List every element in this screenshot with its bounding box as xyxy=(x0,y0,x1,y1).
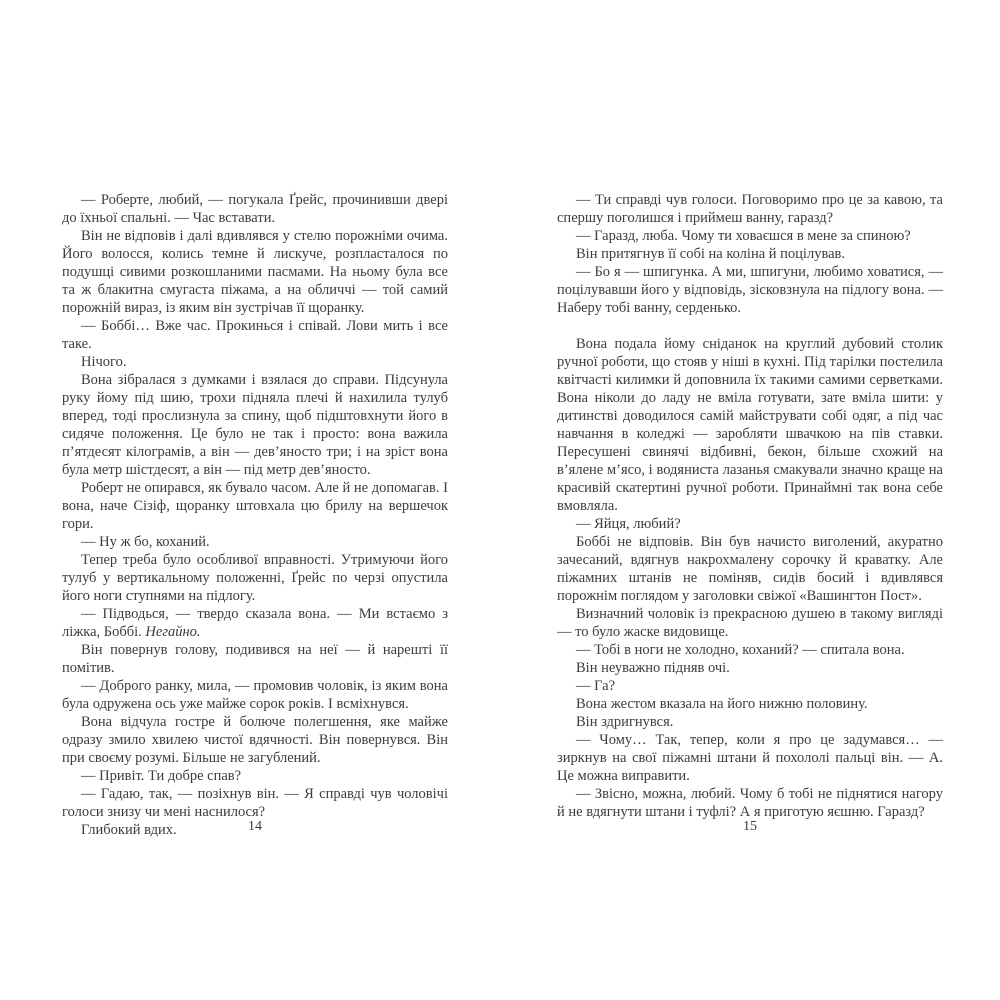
text-run: Він притягнув її собі на коліна й поцілував. xyxy=(576,246,846,262)
right-page-text xyxy=(557,191,943,821)
left-page-number: 14 xyxy=(248,819,262,834)
text-run: — Ну ж бо, коханий. xyxy=(81,534,210,550)
text-run: Вона зібралася з думками і взялася до справи. Підсунула руку йому під шию, трохи підняла плечі й нахилила тулуб вперед, тоді прослизнула за спину, щоб підштовхнути його в сидяче положення. Це було не так і просто: вона важила п’ятдесят кілограмів, а він — дев’яносто три; і на зріст вона була метр шістдесят, а він — під метр дев’яносто. xyxy=(62,372,448,478)
text-run: Роберт не опирався, як бувало часом. Але й не допомагав. І вона, наче Сізіф, щоранку штовхала цю брилу на вершечок гори. xyxy=(62,480,448,532)
text-run: — Підводься, — твердо сказала вона. — Ми встаємо з ліжка, Боббі. xyxy=(62,606,448,640)
paragraph xyxy=(62,533,448,551)
paragraph xyxy=(62,641,448,677)
text-run: Вона подала йому сніданок на круглий дубовий столик ручної роботи, що стояв у ніші в кухні. Під тарілки постелила квітчасті килимки й доповнила їх такими самими серветками. Вона ніколи до ладу не вміла готувати, зате вміла шити: у дитинстві доводилося самій майструвати собі одяг, а під час навчання в коледжі — заробляти швачкою на пів ставки. Пересушені свинячі відбивні, бекон, більше схожий на в’ялене м’ясо, і водяниста лазанья смакували значно краще на красивій скатертині ручної роботи. Принаймні так вона себе вмовляла. xyxy=(557,336,943,514)
paragraph xyxy=(557,335,943,515)
text-run: Негайно. xyxy=(145,624,201,640)
text-run: Він здригнувся. xyxy=(576,714,674,730)
text-run: — Роберте, любий, — погукала Ґрейс, прочинивши двері до їхньої спальні. — Час вставати. xyxy=(62,192,448,226)
right-page-number: 15 xyxy=(743,819,757,834)
paragraph xyxy=(557,695,943,713)
paragraph xyxy=(557,605,943,641)
left-page-text xyxy=(62,191,448,839)
paragraph xyxy=(62,371,448,479)
paragraph xyxy=(62,317,448,353)
text-run: — Звісно, можна, любий. Чому б тобі не піднятися нагору й не вдягнути штани і туфлі? А я приготую яєшню. Гаразд? xyxy=(557,786,943,820)
paragraph xyxy=(557,191,943,227)
paragraph xyxy=(62,191,448,227)
paragraph xyxy=(62,227,448,317)
paragraph xyxy=(557,533,943,605)
paragraph xyxy=(62,353,448,371)
text-run: Тепер треба було особливої вправності. Утримуючи його тулуб у вертикальному положенні, Ґрейс по черзі опустила його ноги ступнями на підлогу. xyxy=(62,552,448,604)
paragraph xyxy=(557,713,943,731)
left-page xyxy=(62,0,448,1000)
paragraph xyxy=(62,677,448,713)
right-page xyxy=(557,0,943,1000)
paragraph xyxy=(557,731,943,785)
paragraph xyxy=(557,263,943,317)
text-run: Він не відповів і далі вдивлявся у стелю порожніми очима. Його волосся, колись темне й лискуче, розпласталося по подушці сивими розкошланими пасмами. На ньому була все та ж блакитна смугаста піжама, а на обличчі — той самий порожній вираз, із яким він зустрічав її щоранку. xyxy=(62,228,448,316)
text-run: — Тобі в ноги не холодно, коханий? — спитала вона. xyxy=(576,642,905,658)
text-run: Глибокий вдих. xyxy=(81,822,177,838)
paragraph xyxy=(62,479,448,533)
paragraph xyxy=(557,245,943,263)
text-run: — Доброго ранку, мила, — промовив чоловік, із яким вона була одружена ось уже майже сорок років. І всміхнувся. xyxy=(62,678,448,712)
text-run: Боббі не відповів. Він був начисто виголений, акуратно зачесаний, вдягнув накрохмалену сорочку й краватку. Але піжамних штанів не поміняв, сидів босий і вдивлявся порожнім поглядом у заголовки свіжої «Вашингтон Пост». xyxy=(557,534,943,604)
text-run: — Яйця, любий? xyxy=(576,516,681,532)
paragraph xyxy=(62,767,448,785)
text-run: Визначний чоловік із прекрасною душею в такому вигляді — то було жаске видовище. xyxy=(557,606,943,640)
paragraph xyxy=(62,785,448,821)
text-run: — Привіт. Ти добре спав? xyxy=(81,768,242,784)
paragraph xyxy=(62,551,448,605)
paragraph xyxy=(557,641,943,659)
paragraph xyxy=(557,677,943,695)
text-run: Він повернув голову, подивився на неї — й нарешті її помітив. xyxy=(62,642,448,676)
text-run: — Ти справді чув голоси. Поговоримо про це за кавою, та спершу поголишся і приймеш ванну, гаразд? xyxy=(557,192,943,226)
text-run: — Га? xyxy=(576,678,616,694)
paragraph xyxy=(557,659,943,677)
paragraph xyxy=(62,605,448,641)
text-run: Вона відчула гостре й болюче полегшення, яке майже одразу змило хвилею чистої вдячності. Він повернувся. Він при своєму розумі. Більше не загублений. xyxy=(62,714,448,766)
paragraph xyxy=(62,713,448,767)
text-run: — Бо я — шпигунка. А ми, шпигуни, любимо ховатися, — поцілувавши його у відповідь, зісковзнула на підлогу вона. — Наберу тобі ванну, серденько. xyxy=(557,264,943,316)
paragraph xyxy=(557,227,943,245)
text-run: — Гадаю, так, — позіхнув він. — Я справді чув чоловічі голоси знизу чи мені наснилося? xyxy=(62,786,448,820)
text-run: Він неуважно підняв очі. xyxy=(576,660,730,676)
text-run: — Чому… Так, тепер, коли я про це задумався… — зиркнув на свої піжамні штани й похололі пальці він. — А. Це можна виправити. xyxy=(557,732,943,784)
text-run: Вона жестом вказала на його нижню половину. xyxy=(576,696,868,712)
paragraph xyxy=(557,785,943,821)
text-run: — Гаразд, люба. Чому ти ховаєшся в мене за спиною? xyxy=(576,228,911,244)
paragraph xyxy=(557,515,943,533)
text-run: Нічого. xyxy=(81,354,127,370)
text-run: — Боббі… Вже час. Прокинься і співай. Лови мить і все таке. xyxy=(62,318,448,352)
